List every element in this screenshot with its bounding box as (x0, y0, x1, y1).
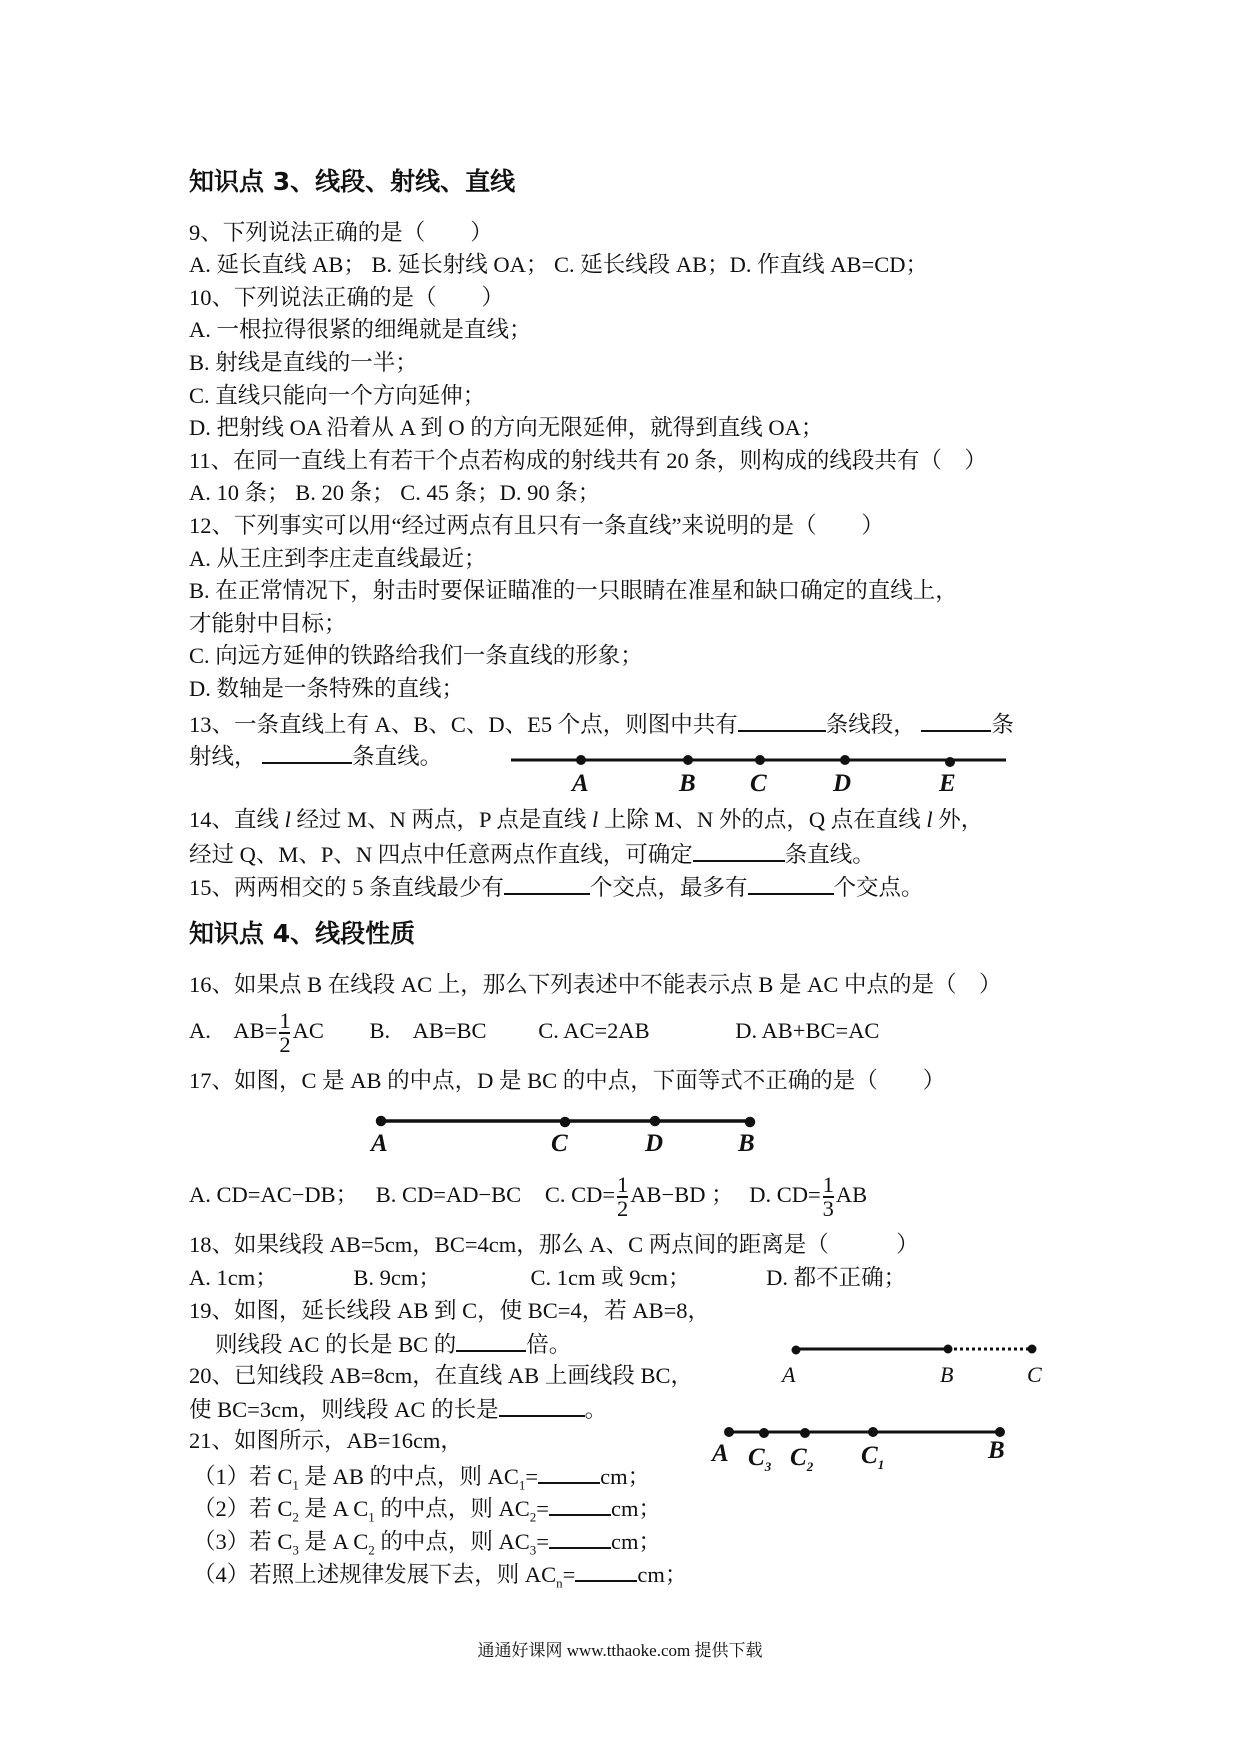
label-c: C (551, 1130, 568, 1157)
text: D. AB+BC=AC (735, 1018, 880, 1043)
label-c2 (790, 1444, 813, 1475)
fraction (279, 1007, 291, 1057)
c: C (748, 1444, 765, 1471)
num: 1 (822, 1171, 834, 1197)
den: 2 (617, 1195, 629, 1221)
q15 (189, 871, 924, 903)
answer-blank[interactable] (549, 1525, 611, 1549)
q18-options (189, 1263, 906, 1293)
q13-figure (511, 757, 1006, 766)
text: = (536, 1496, 549, 1521)
text: 15、两两相交的 5 条直线最少有 (189, 875, 505, 900)
sub: 2 (292, 1509, 299, 1525)
sub: 1 (368, 1509, 375, 1525)
text: = (562, 1562, 576, 1587)
label-b: B (738, 1130, 755, 1157)
text: 倍。 (526, 1332, 572, 1357)
text: 是 A C (298, 1496, 369, 1521)
text: B. AB=BC (369, 1018, 487, 1043)
point-c (757, 757, 764, 764)
label-b: B (988, 1437, 1005, 1464)
answer-blank[interactable] (693, 838, 785, 862)
label-b: B (940, 1362, 954, 1387)
text: A. AB= (189, 1018, 278, 1043)
text: AB (835, 1182, 868, 1207)
sub: 1 (518, 1477, 526, 1493)
point-c1 (870, 1429, 877, 1436)
text: 是 AB 的中点，则 AC (298, 1464, 519, 1489)
sub: 2 (529, 1509, 537, 1525)
point-e (947, 759, 954, 766)
text: B. CD=AD−BC (375, 1182, 522, 1207)
text: A. 1cm； (189, 1265, 278, 1290)
text: = (525, 1464, 539, 1489)
point-a (726, 1429, 733, 1436)
q14-line2 (189, 838, 875, 870)
text: = (536, 1529, 549, 1554)
text: 个交点，最多有 (590, 875, 748, 900)
point-a (378, 1118, 385, 1125)
text: D. 都不正确； (766, 1265, 907, 1290)
text: （1）若 C (193, 1464, 293, 1489)
var-l: l (591, 807, 599, 832)
answer-blank[interactable] (538, 1460, 600, 1484)
q9-stem: 9、下列说法正确的是（ ） (189, 220, 493, 245)
num: 1 (617, 1171, 629, 1197)
section-4-title: 知识点 4、线段性质 (189, 919, 416, 948)
label-a: A (371, 1130, 388, 1157)
q19-line1: 19、如图，延长线段 AB 到 C，使 BC=4，若 AB=8， (189, 1298, 711, 1323)
point-c (562, 1119, 569, 1126)
q14-line1 (189, 805, 983, 835)
sub: 2 (806, 1459, 814, 1474)
fraction (822, 1171, 834, 1221)
text: cm； (611, 1496, 661, 1521)
q16-stem: 16、如果点 B 在线段 AC 上，那么下列表述中不能表示点 B 是 AC 中点的是（ ） (189, 972, 1002, 997)
sub: 3 (292, 1542, 299, 1558)
text: 则线段 AC 的长是 BC 的 (215, 1332, 457, 1357)
q19-figure (793, 1346, 1035, 1353)
q10-option-c: C. 直线只能向一个方向延伸； (189, 383, 486, 408)
point-d (842, 757, 849, 764)
text: 外， (932, 807, 984, 832)
label-c: C (1027, 1362, 1042, 1387)
q10-option-a: A. 一根拉得很紧的细绳就是直线； (189, 317, 532, 342)
q11-stem: 11、在同一直线上有若干个点若构成的射线共有 20 条，则构成的线段共有（ ） (189, 448, 987, 473)
label-c: C (750, 770, 767, 797)
q17-figure (378, 1118, 754, 1126)
text: A. CD=AC−DB； (189, 1182, 359, 1207)
label-c3 (748, 1444, 771, 1475)
point-c3 (761, 1430, 768, 1437)
answer-blank[interactable] (549, 1492, 611, 1516)
text: AB−BD ； (630, 1182, 734, 1207)
q20-line1: 20、已知线段 AB=8cm，在直线 AB 上画线段 BC， (189, 1363, 693, 1388)
text: 的中点，则 AC (374, 1496, 530, 1521)
text: 经过 Q、M、P、N 四点中任意两点作直线，可确定 (189, 842, 693, 867)
q10-stem: 10、下列说法正确的是（ ） (189, 285, 505, 310)
q12-option-d: D. 数轴是一条特殊的直线； (189, 676, 464, 701)
q12-option-a: A. 从王庄到李庄走直线最近； (189, 546, 487, 571)
text: 经过 M、N 两点，P 点是直线 (290, 807, 592, 832)
label-d: D (833, 770, 852, 797)
sub: 1 (292, 1477, 299, 1493)
answer-blank[interactable] (456, 1328, 526, 1352)
text: cm； (611, 1529, 661, 1554)
sub: 2 (368, 1542, 375, 1558)
num: 1 (279, 1007, 291, 1033)
sub: n (556, 1575, 563, 1591)
label-a: A (782, 1362, 796, 1387)
text: 条 (991, 712, 1014, 737)
answer-blank[interactable] (748, 871, 834, 895)
q21-figure (726, 1429, 1004, 1437)
text: C. 1cm 或 9cm； (530, 1265, 691, 1290)
point-b (685, 757, 692, 764)
text: 使 BC=3cm，则线段 AC 的长是 (189, 1397, 499, 1422)
label-a: A (712, 1440, 729, 1467)
q12-option-b: B. 在正常情况下，射击时要保证瞄准的一只眼睛在准星和缺口确定的直线上， (189, 578, 958, 603)
text: （3）若 C (193, 1529, 293, 1554)
q10-option-d: D. 把射线 OA 沿着从 A 到 O 的方向无限延伸，就得到直线 OA； (189, 415, 824, 440)
text: 是 A C (298, 1529, 369, 1554)
q21-stem: 21、如图所示，AB=16cm， (189, 1428, 463, 1453)
point-d (652, 1118, 659, 1125)
q17-stem: 17、如图，C 是 AB 的中点，D 是 BC 的中点，下面等式不正确的是（ ） (189, 1068, 946, 1093)
footer: 通通好课网 www.tthaoke.com 提供下载 (477, 1641, 763, 1660)
var-l: l (284, 807, 291, 832)
point-c2 (802, 1430, 809, 1437)
q12-option-c: C. 向远方延伸的铁路给我们一条直线的形象； (189, 643, 643, 668)
q18-stem: 18、如果线段 AB=5cm，BC=4cm，那么 A、C 两点间的距离是（ ） (189, 1232, 919, 1257)
point-b (747, 1119, 754, 1126)
c: C (861, 1442, 878, 1469)
q21-part4 (193, 1558, 687, 1599)
q11-options: A. 10 条； B. 20 条； C. 45 条；D. 90 条； (189, 480, 601, 505)
label-d: D (645, 1130, 664, 1157)
answer-blank[interactable] (499, 1393, 585, 1417)
q19-line2 (215, 1328, 571, 1360)
sub: 3 (764, 1459, 772, 1474)
text: 上除 M、N 外的点，Q 点在直线 (598, 807, 927, 832)
q12-option-b-cont: 才能射中目标； (189, 611, 347, 636)
fraction (617, 1171, 629, 1221)
point-b (997, 1429, 1004, 1436)
label-b: B (679, 770, 696, 797)
sub: 1 (877, 1457, 885, 1472)
c: C (790, 1444, 807, 1471)
den: 3 (822, 1195, 834, 1221)
point-a (578, 757, 585, 764)
text: 个交点。 (833, 875, 924, 900)
q20-line2 (189, 1393, 607, 1425)
text: 射线， (189, 744, 257, 769)
text: AC (292, 1018, 324, 1043)
point-b (945, 1346, 951, 1352)
text: 条线段， (825, 712, 916, 737)
text: 14、直线 (189, 807, 285, 832)
text: cm； (637, 1562, 688, 1587)
point-a (793, 1347, 799, 1353)
label-e: E (939, 770, 956, 797)
text: （2）若 C (193, 1496, 293, 1521)
text: 13、一条直线上有 A、B、C、D、E5 个点，则图中共有 (189, 712, 738, 737)
den: 2 (279, 1031, 291, 1057)
q10-option-b: B. 射线是直线的一半； (189, 350, 418, 375)
text: 条直线。 (352, 744, 443, 769)
q17-options (189, 1167, 867, 1223)
text: C. AC=2AB (538, 1018, 650, 1043)
text: C. CD= (544, 1182, 616, 1207)
label-a: A (572, 770, 589, 797)
text: D. CD= (749, 1182, 821, 1207)
q9-options: A. 延长直线 AB； B. 延长射线 OA； C. 延长线段 AB；D. 作直线 AB=CD； (189, 252, 928, 277)
answer-blank[interactable] (504, 871, 590, 895)
text: B. 9cm； (353, 1265, 441, 1290)
sub: 3 (529, 1542, 537, 1558)
section-3-title: 知识点 3、线段、射线、直线 (189, 167, 516, 196)
text: 条直线。 (784, 842, 875, 867)
var-l: l (926, 807, 933, 832)
label-c1 (861, 1442, 884, 1473)
text: （4）若照上述规律发展下去，则 AC (193, 1562, 557, 1587)
answer-blank[interactable] (575, 1558, 637, 1582)
point-c (1029, 1346, 1035, 1352)
text: 的中点，则 AC (374, 1529, 530, 1554)
q12-stem: 12、下列事实可以用“经过两点有且只有一条直线”来说明的是（ ） (189, 513, 884, 538)
text: cm； (600, 1464, 651, 1489)
q16-options (189, 1003, 879, 1059)
text: 。 (584, 1397, 608, 1422)
